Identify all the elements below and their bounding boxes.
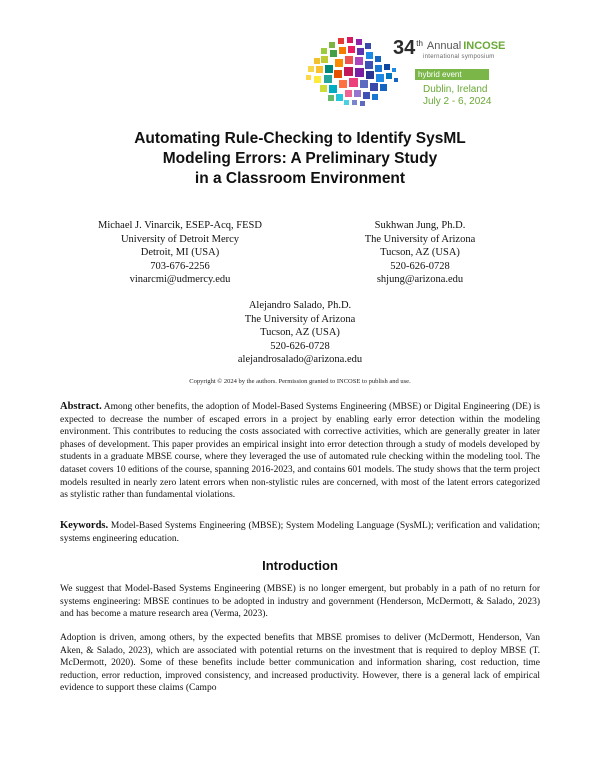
author-phone: 520-626-0728 (270, 340, 330, 352)
author-name: Alejandro Salado, Ph.D. (248, 300, 352, 311)
author-email[interactable]: shjung@arizona.edu (376, 274, 464, 285)
title-line: Automating Rule-Checking to Identify SysML (134, 130, 466, 147)
symposium-label: international symposium (423, 54, 495, 60)
title-line: in a Classroom Environment (194, 170, 406, 187)
keywords-text: Model-Based Systems Engineering (MBSE); System Modeling Language (SysML); verification and validation; systems engineering education. (60, 521, 541, 544)
paper-title (60, 129, 540, 189)
event-type-badge: hybrid event (415, 69, 489, 80)
keywords-label: Keywords. (60, 520, 109, 531)
author-location: Detroit, MI (USA) (140, 247, 220, 258)
author-location: Tucson, AZ (USA) (260, 327, 340, 338)
event-location: Dublin, Ireland (423, 84, 488, 95)
title-line: Modeling Errors: A Preliminary Study (162, 150, 438, 167)
copyright-notice: Copyright © 2024 by the authors. Permission granted to INCOSE to publish and use. (189, 378, 411, 385)
author-email[interactable]: vinarcmi@udmercy.edu (129, 274, 231, 285)
author-block (320, 219, 520, 287)
author-affiliation: University of Detroit Mercy (120, 233, 240, 245)
author-phone: 703-676-2256 (150, 260, 210, 272)
conference-branding (393, 37, 533, 107)
edition-number: 34 (393, 37, 416, 59)
annual-label: Annual (426, 40, 462, 52)
author-name: Michael J. Vinarcik, ESEP-Acq, FESD (98, 220, 262, 231)
intro-paragraph: We suggest that Model-Based Systems Engineering (MBSE) is no longer emergent, but probably in a path of no return for systems engineering: MBSE continues to be adopted in industry and government (Henderson, McDermott, & Salado, 2023) and has become a mature research area (Verma, 2023). (60, 584, 540, 620)
abstract-text: Among other benefits, the adoption of Model-Based Systems Engineering (MBSE) or Digital Engineering (DE) is expected to decrease the number of escaped errors in a project by enabling early error detection within the modeling environment. This contributes to reducing the costs associated with corrective activities, which are generally greater in later phases of development. This paper provides an empirical insight into error detection through a study of models developed by students in a graduate MBSE course, where they leveraged the use of automated rule checking within the modeling tool. The dataset covers 10 editions of the course, spanning 2016-2023, and contains 601 models. The study shows that the term project models resulted in nearly zero latent errors when non-stylistic rules are concerned, with most of the latent errors categorized as stylistic rather than fundamental violations. (60, 402, 540, 501)
author-affiliation: The University of Arizona (364, 233, 476, 245)
author-block (200, 299, 400, 367)
author-block (80, 219, 280, 287)
abstract-label: Abstract. (60, 401, 102, 412)
author-email[interactable]: alejandrosalado@arizona.edu (237, 354, 363, 365)
section-heading-introduction: Introduction (262, 558, 338, 573)
edition-suffix: th (416, 39, 423, 48)
author-affiliation: The University of Arizona (244, 313, 356, 325)
author-phone: 520-626-0728 (390, 260, 450, 272)
author-location: Tucson, AZ (USA) (380, 247, 460, 258)
keywords (60, 520, 540, 545)
abstract (60, 401, 540, 502)
event-dates: July 2 - 6, 2024 (423, 96, 492, 107)
intro-paragraph: Adoption is driven, among others, by the expected benefits that MBSE promises to deliver (McDermott, Henderson, Van Aken, & Salado, 2023), which are associated with potential returns on the investment that is required to deploy MBSE (T. McDermott, 2020). Some of these benefits include better communication and information sharing, cost reduction, time reduction, error reduction, improved consistency, and increased productivity. However, there is a general lack of empirical evidence to support these claims (Campo (60, 633, 540, 694)
author-name: Sukhwan Jung, Ph.D. (374, 220, 466, 231)
org-name: INCOSE (463, 40, 506, 52)
